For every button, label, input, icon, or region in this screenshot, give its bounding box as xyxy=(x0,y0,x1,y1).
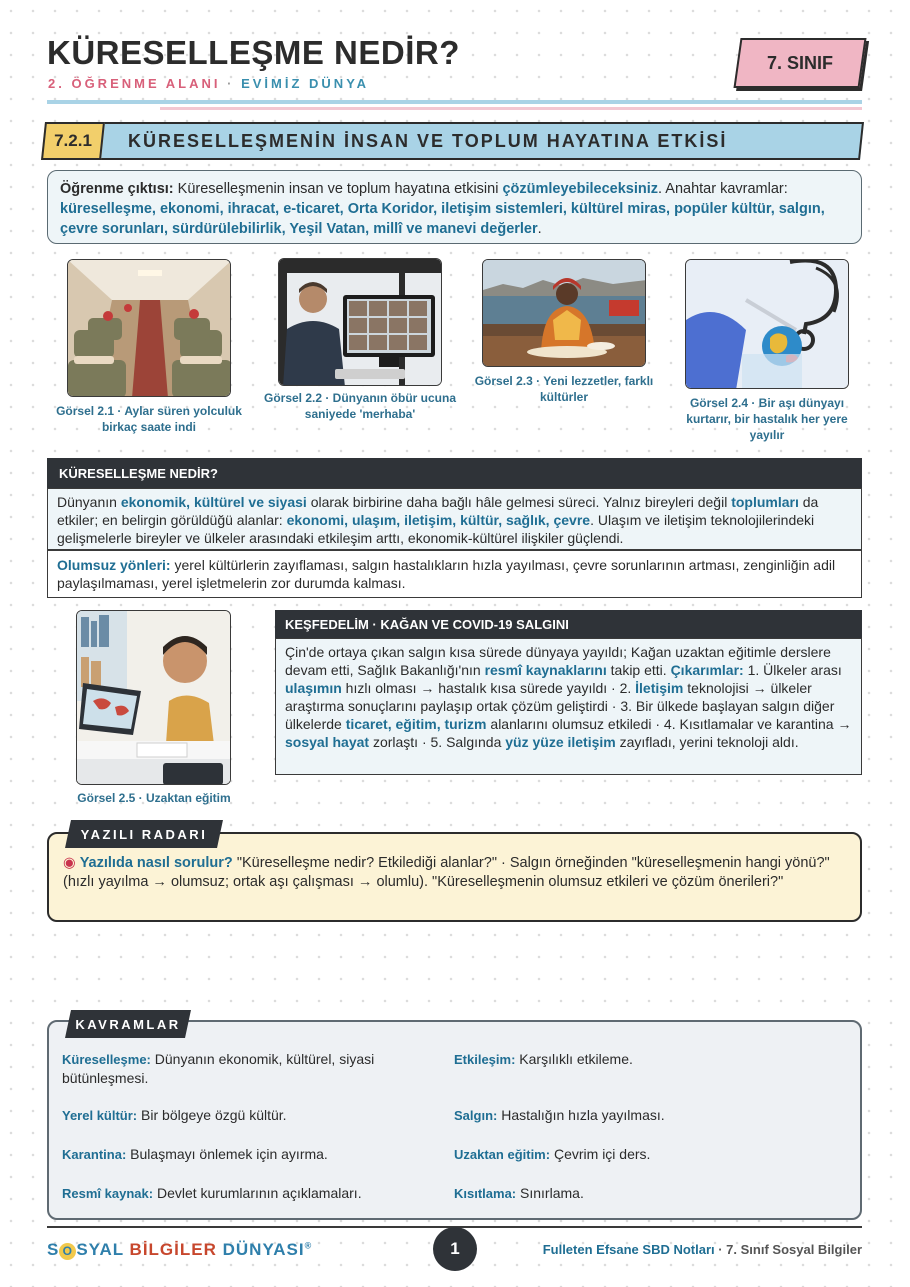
glossary-definition: Bir bölgeye özgü kültür. xyxy=(137,1107,287,1123)
glossary-item xyxy=(62,1050,422,1088)
caption-1-line-1: Görsel 2.1 · Aylar süren yolculuk xyxy=(56,404,242,418)
header-rule-pink xyxy=(160,107,862,110)
page-title: KÜRESELLEŞME NEDİR? xyxy=(47,34,460,71)
footer-credit-title: Fulleten Efsane SBD Notları xyxy=(542,1242,715,1257)
discover-text-4: hızlı olması → hastalık kısa sürede yayıldı · 2. xyxy=(341,680,636,696)
discover-highlight-7: yüz yüze iletişim xyxy=(505,734,616,750)
negative-aspects-row xyxy=(47,550,862,598)
discover-highlight-6: sosyal hayat xyxy=(285,734,370,750)
glossary-term: Küreselleşme: xyxy=(62,1052,151,1067)
discover-highlight-2: Çıkarımlar: xyxy=(670,662,744,678)
image-caption-3 xyxy=(467,373,661,405)
discover-text-3: 1. Ülkeler arası xyxy=(743,662,842,678)
discover-highlight-5: ticaret, eğitim, turizm xyxy=(345,716,487,732)
glossary-item xyxy=(454,1050,844,1069)
glossary-definition: Hastalığın hızla yayılması. xyxy=(497,1107,665,1123)
glossary-definition: Devlet kurumlarının açıklamaları. xyxy=(153,1185,362,1201)
definition-text-a: Dünyanın xyxy=(57,494,121,510)
learning-outcome-box xyxy=(47,170,862,244)
definition-highlight-2: toplumları xyxy=(731,494,799,510)
vaccine-globe-photo xyxy=(685,259,849,389)
video-call-illustration xyxy=(279,259,442,386)
image-caption-2 xyxy=(263,390,457,422)
page-number: 1 xyxy=(433,1227,477,1271)
globe-icon: O xyxy=(59,1243,76,1260)
glossary-item xyxy=(454,1184,844,1203)
radar-bullet-icon: ◉ xyxy=(63,855,76,871)
glossary-term: Salgın: xyxy=(454,1108,498,1123)
outcome-end: . xyxy=(537,221,542,237)
discover-text-6: alanlarını olumsuz etkiledi · 4. Kısıtlamalar ve karantina → xyxy=(486,716,852,732)
glossary-term: Yerel kültür: xyxy=(62,1108,138,1123)
glossary-definition: Sınırlama. xyxy=(516,1185,584,1201)
subtitle-separator: · xyxy=(227,76,235,91)
glossary-term: Kısıtlama: xyxy=(454,1186,517,1201)
radar-text: "Küreselleşme nedir? Etkilediği alanlar?" · Salgın örneğinden "küreselleşmenin hangi yönü?" (hızlı yayılma → olumsuz; ortak aşı çalışması → olumlu). "Küreselleşmenin olumsuz etkileri ve çözüm önerileri?" xyxy=(63,855,830,890)
definition-text-c: da etkiler; en belirgin görüldüğü alanlar: xyxy=(57,494,819,528)
image-caption-1 xyxy=(52,403,246,435)
registered-mark: ® xyxy=(304,1240,313,1251)
outcome-text: Küreselleşmenin insan ve toplum hayatına etkisini xyxy=(173,181,503,197)
glossary-item xyxy=(454,1106,844,1125)
outcome-highlight: çözümleyebileceksiniz xyxy=(502,181,659,197)
side-image-caption: Görsel 2.5 · Uzaktan eğitim xyxy=(77,791,231,805)
caption-2-line-1: Görsel 2.2 · Dünyanın öbür ucuna xyxy=(263,391,457,405)
outcome-text-2: . Anahtar kavramlar: xyxy=(658,181,788,197)
brand-text-dunyasi: DÜNYASI xyxy=(216,1240,305,1259)
glossary-definition: Çevrim içi ders. xyxy=(550,1146,651,1162)
outcome-keywords: küreselleşme, ekonomi, ihracat, e-ticaret, Orta Koridor, iletişim sistemleri, kültürel miras, popüler kültür, salgın, çevre sorunları, sürdürülebilirlik, Yeşil Vatan, millî ve manevi değerler xyxy=(60,201,825,237)
food-culture-illustration xyxy=(483,260,646,367)
discover-heading: KEŞFEDELİM · KAĞAN VE COVID-19 SALGINI xyxy=(275,610,862,638)
glossary-term: Uzaktan eğitim: xyxy=(454,1147,551,1162)
definition-body xyxy=(47,488,862,550)
glossary-item xyxy=(62,1145,422,1164)
definition-text-b: olarak birbirine daha bağlı hâle gelmesi süreci. Yalnız bireyleri değil xyxy=(306,494,732,510)
glossary-term: Resmî kaynak: xyxy=(62,1186,154,1201)
glossary-item xyxy=(62,1106,422,1125)
discover-text-5: teknolojisi → ülkeler araştırma sonuçlarını paylaşıp ortak çözüm geliştirdi · 3. Bir ülkede başlayan salgın diğer ülkelerde xyxy=(285,680,835,732)
radar-tag-label: YAZILI RADARI xyxy=(80,826,208,842)
caption-1-line-2: birkaç saate indi xyxy=(101,420,197,434)
airplane-cabin-illustration xyxy=(68,260,231,397)
remote-learning-illustration xyxy=(77,611,231,785)
grade-label: 7. SINIF xyxy=(766,52,833,73)
brand-logo xyxy=(47,1240,312,1260)
unit-name-label: EVİMİZ DÜNYA xyxy=(241,76,370,91)
section-number: 7.2.1 xyxy=(54,131,92,150)
glossary-tag-label: KAVRAMLAR xyxy=(75,1016,181,1032)
page-subtitle xyxy=(48,76,369,91)
definition-highlight-3: ekonomi, ulaşım, iletişim, kültür, sağlık, çevre xyxy=(286,512,591,528)
brand-text-bilgiler: BİLGİLER xyxy=(129,1240,217,1259)
food-culture-photo xyxy=(482,259,646,367)
airplane-cabin-photo xyxy=(67,259,231,397)
brand-text-syal: SYAL xyxy=(76,1240,130,1259)
radar-question-label: Yazılıda nasıl sorulur? xyxy=(79,855,233,871)
discover-text-8: zayıfladı, yerini teknoloji aldı. xyxy=(615,734,799,750)
section-title: KÜRESELLEŞMENİN İNSAN VE TOPLUM HAYATINA ETKİSİ xyxy=(128,131,728,151)
glossary-item xyxy=(62,1184,422,1203)
discover-highlight-3: ulaşımın xyxy=(285,680,342,696)
glossary-definition: Dünyanın ekonomik, kültürel, siyasi bütünleşmesi. xyxy=(62,1051,375,1086)
definition-highlight-1: ekonomik, kültürel ve siyasi xyxy=(120,494,307,510)
negative-aspects-label: Olumsuz yönleri: xyxy=(57,557,171,573)
remote-learning-photo xyxy=(76,610,231,785)
discover-text-1: Çin'de ortaya çıkan salgın kısa sürede dünyaya yayıldı; Kağan uzaktan eğitimle derslere devam etti, Sağlık Bakanlığı'nın xyxy=(285,644,831,678)
discover-body xyxy=(275,638,862,775)
discover-text-2: takip etti. xyxy=(606,662,671,678)
discover-highlight-4: İletişim xyxy=(635,680,684,696)
image-caption-4 xyxy=(670,395,864,443)
glossary-term: Karantina: xyxy=(62,1147,127,1162)
caption-4-line-3: yayılır xyxy=(749,428,785,442)
definition-text-d: . Ulaşım ve iletişim teknolojilerindeki gelişmelerle bireyler ve ülkeler arasındaki etkileşim arttı, ekonomik-kültürel ilişkiler güçlendi. xyxy=(57,512,815,546)
glossary-definition: Bulaşmayı önlemek için ayırma. xyxy=(126,1146,328,1162)
negative-aspects-text: yerel kültürlerin zayıflaması, salgın hastalıkların hızla yayılması, çevre sorunlarının artması, zenginliğin adil paylaşılmaması, yerel işletmelerin zor durumda kalması. xyxy=(57,557,836,591)
brand-text-s: S xyxy=(47,1240,60,1259)
glossary-definition: Karşılıklı etkileme. xyxy=(515,1051,633,1067)
outcome-label: Öğrenme çıktısı: xyxy=(60,181,174,197)
caption-2-line-2: saniyede 'merhaba' xyxy=(304,407,416,421)
definition-heading: KÜRESELLEŞME NEDİR? xyxy=(47,458,862,488)
caption-3-line-2: kültürler xyxy=(539,390,588,404)
learning-area-label: 2. ÖĞRENME ALANI xyxy=(48,76,221,91)
header-rule-blue xyxy=(47,100,862,104)
caption-4-line-2: kurtarır, bir hastalık her yere xyxy=(686,412,848,426)
glossary-term: Etkileşim: xyxy=(454,1052,516,1067)
video-call-photo xyxy=(278,258,442,386)
glossary-item xyxy=(454,1145,844,1164)
discover-highlight-1: resmî kaynaklarını xyxy=(484,662,607,678)
caption-3-line-1: Görsel 2.3 · Yeni lezzetler, farklı xyxy=(474,374,654,388)
discover-text-7: zorlaştı · 5. Salgında xyxy=(369,734,506,750)
vaccine-globe-illustration xyxy=(686,260,849,389)
footer-credit xyxy=(500,1242,862,1257)
footer-credit-subject: · 7. Sınıf Sosyal Bilgiler xyxy=(714,1242,862,1257)
caption-4-line-1: Görsel 2.4 · Bir aşı dünyayı xyxy=(689,396,845,410)
